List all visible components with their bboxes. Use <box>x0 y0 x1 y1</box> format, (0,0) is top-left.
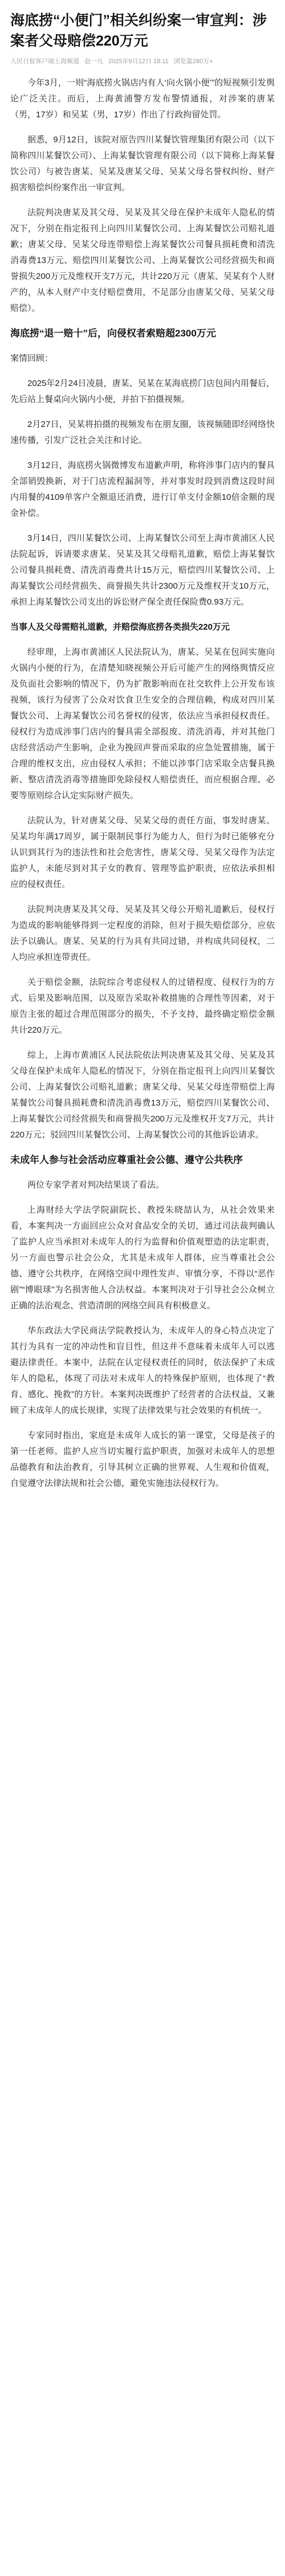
paragraph: 上海财经大学法学院副院长、教授朱晓喆认为，从社会效果来看，本案判决一方面回应公众对食品安全的关切，通过司法裁判确认了监护人应当承担对未成年人的行为监督和价值观塑造的法定职责，另一方面也警示社会公众，尤其是未成年人群体，应当尊重社会公德、遵守公共秩序，在网络空间中理性发声、审慎分享，不得以“恶作剧”“博眼球”为名损害他人合法权益。本案判决对于引导社会公众树立正确的法治观念、营造清朗的网络空间具有积极意义。 <box>10 1205 275 1310</box>
article-body <box>10 75 275 1492</box>
section-heading: 未成年人参与社会活动应尊重社会公德、遵守公共秩序 <box>10 1155 243 1165</box>
paragraph: 两位专家学者对判决结果谈了看法。 <box>27 1180 165 1190</box>
paragraph: 经审理，上海市黄浦区人民法院认为，唐某、吴某在包间实施向火锅内小便的行为，在清楚知晓视频公开后可能产生的网络舆情反应及负面社会影响的情况下，仍为扩散影响而在社交软件上公开发布该视频，该行为侵害了公众对饮食卫生安全的合理信赖，构成对四川某餐饮公司、上海某餐饮公司名誉权的侵害，依法应当承担侵权责任。侵权行为造成涉事门店内的餐具需全部报废、清洗消毒，并对其他门店经营活动产生影响，企业为挽回声誉而采取的应急处置措施，属于合理的维权支出，应由侵权人承担；不能以涉事门店采取全店餐具换新、整店清洗消毒等措施即免除侵权人赔偿责任，而应根据合理、必要等原则综合认定实际财产损失。 <box>10 647 275 800</box>
paragraph: 综上，上海市黄浦区人民法院依法判决唐某及其父母、吴某及其父母在保护未成年人隐私的情况下，分别在指定报刊上向四川某餐饮公司、上海某餐饮公司赔礼道歉；唐某父母、吴某父母连带赔偿上海某餐饮公司餐具损耗费和清洗消毒费13万元，赔偿四川某餐饮公司、上海某餐饮公司经营损失和商誉损失200万元及维权开支7万元，共计220万元；驳回四川某餐饮公司、上海某餐饮公司的其他诉讼请求。 <box>10 1050 275 1140</box>
paragraph: 据悉，9月12日，该院对原告四川某餐饮管理集团有限公司（以下简称四川某餐饮公司）、上海某餐饮管理有限公司（以下简称上海某餐饮公司）与被告唐某、吴某及唐某父母、吴某父母名誉权纠纷、财产损害赔偿纠纷案作出一审宣判。 <box>10 135 275 192</box>
paragraph: 2025年2月24日凌晨，唐某、吴某在某海底捞门店包间内用餐后，先后站上餐桌向火锅内小便，并拍下拍摄视频。 <box>10 379 275 404</box>
section-heading: 海底捞“退一赔十”后，向侵权者索赔超2300万元 <box>10 328 216 339</box>
paragraph: 3月12日，海底捞火锅微博发布道歉声明，称将涉事门店内的餐具全部销毁换新，对于门店流程漏洞等，并对事发时段到消费这段时间内用餐的4109单客户全额退还消费，进行订单支付金额10倍金额的现金补偿。 <box>10 461 275 518</box>
paragraph: 2月27日，吴某将拍摄的视频发布在朋友圈，该视频随即经网络快速传播，引发广泛社会关注和讨论。 <box>10 420 275 445</box>
paragraph: 法院判决唐某及其父母、吴某及其父母在保护未成年人隐私的情况下，分别在指定报刊上向四川某餐饮公司、上海某餐饮公司赔礼道歉；唐某父母、吴某父母连带赔偿上海某餐饮公司餐具损耗费和清洗消毒费13万元、赔偿四川某餐饮公司、上海某餐饮公司经营损失和商誉损失200万元及维权开支7万元，共计220万元（唐某、吴某有个人财产的，从本人财产中支付赔偿费用，不足部分由唐某父母、吴某父母赔偿）。 <box>10 208 275 313</box>
article-views: 浏览量280万+ <box>173 58 213 65</box>
paragraph: 专家同时指出，家庭是未成年人成长的第一课堂，父母是孩子的第一任老师。监护人应当切实履行监护职责，加强对未成年人的思想品德教育和法治教育，引导其树立正确的世界观、人生观和价值观，自觉遵守法律法规和社会公德，避免实施违法侵权行为。 <box>10 1431 275 1488</box>
paragraph: 法院认为，针对唐某父母、吴某父母的责任方面，事发时唐某、吴某均年满17周岁，属于限制民事行为能力人，但行为时已能够充分认识到其行为的违法性和社会危害性，唐某父母、吴某父母作为法定监护人，未能尽到对其子女的教育、管理等监护职责，应依法承担相应的侵权责任。 <box>10 816 275 889</box>
paragraph: 关于赔偿金额，法院综合考虑侵权人的过错程度、侵权行为的方式、后果及影响范围，以及原告采取补救措施的合理性等因素，对于原告主张的超过合理范围部分的损失，不予支持，最终确定赔偿金额共计220万元。 <box>10 977 275 1035</box>
paragraph: 今年3月，一则“海底捞火锅店内有人‘向火锅小便’”的短视频引发舆论广泛关注。而后，上海黄浦警方发布警情通报，对涉案的唐某（男，17岁）和吴某（男，17岁）作出了行政拘留处罚。 <box>10 78 275 120</box>
section-subheading: 当事人及父母需赔礼道歉，并赔偿海底捞各类损失220万元 <box>10 622 230 632</box>
article-source[interactable]: 人民日报客户端上海频道 <box>10 58 79 65</box>
paragraph: 3月14日，四川某餐饮公司、上海某餐饮公司至上海市黄浦区人民法院起诉，诉请要求唐某、吴某及其父母赔礼道歉，赔偿上海某餐饮公司餐具损耗费、清洗消毒费共计15万元，赔偿四川某餐饮公司、上海某餐饮公司经营损失、商誉损失共计2300万元及维权开支10万元，承担上海某餐饮公司支出的诉讼财产保全责任保险费0.93万元。 <box>10 533 275 607</box>
article-author: 赵一凡 <box>84 58 104 65</box>
article-meta <box>10 57 275 66</box>
article-title: 海底捞“小便门”相关纠纷案一审宣判：涉案者父母赔偿220万元 <box>10 13 267 49</box>
paragraph-label: 案情回顾： <box>10 354 54 363</box>
paragraph: 华东政法大学民商法学院教授认为，未成年人的身心特点决定了其行为具有一定的冲动性和盲目性，但这并不意味着未成年人可以逃避法律责任。本案中，法院在认定侵权责任的同时，依法保护了未成年人的隐私，体现了司法对未成年人的特殊保护原则，也体现了“教育、感化、挽救”的方针。本案判决既维护了经营者的合法权益，又兼顾了未成年人的成长规律，实现了法律效果与社会效果的有机统一。 <box>10 1326 275 1415</box>
article-published: 2025年9月12日 18:11 <box>108 58 169 65</box>
paragraph: 法院判决唐某及其父母、吴某及其父母公开赔礼道歉后，侵权行为造成的影响能够得到一定程度的消除，但对于损失赔偿部分，应依法予以确认。唐某、吴某的行为具有共同过错，并构成共同侵权，二人均应承担连带责任。 <box>10 905 275 962</box>
